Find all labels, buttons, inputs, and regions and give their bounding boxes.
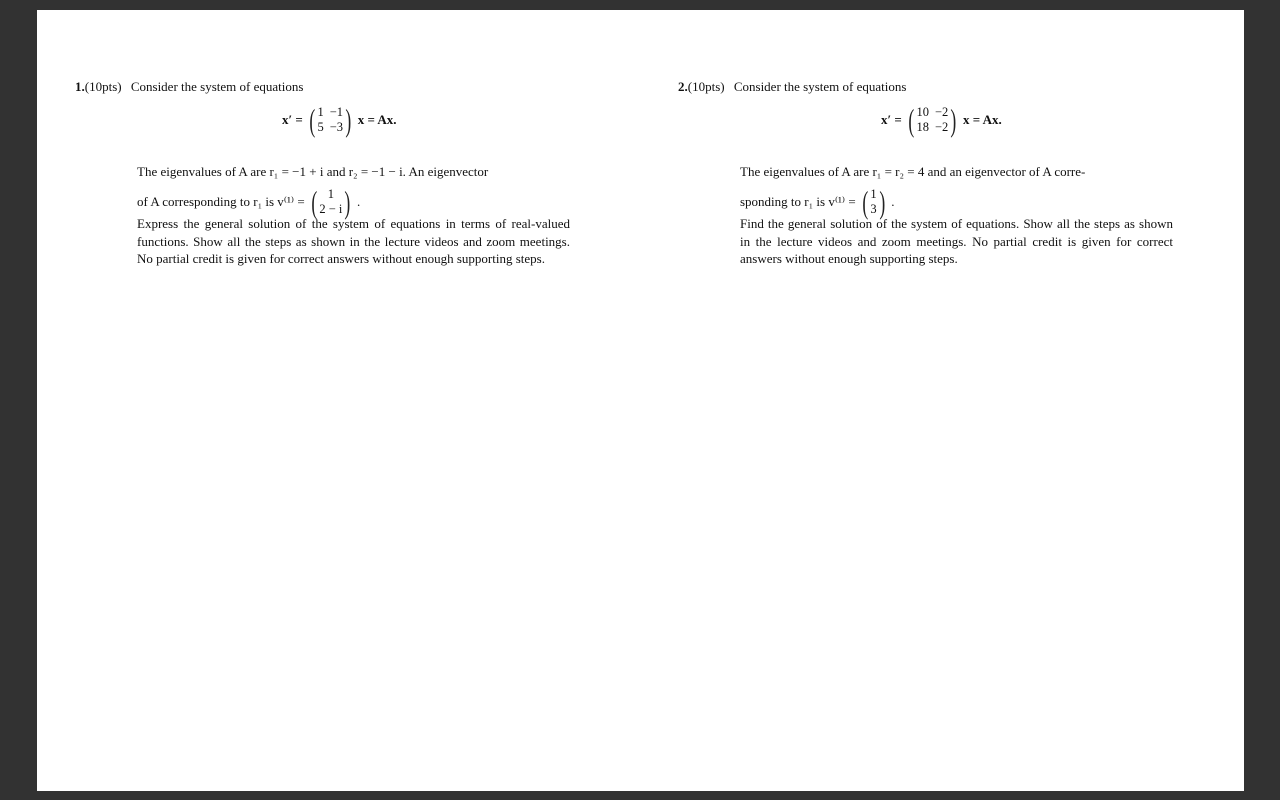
problem-intro: Consider the system of equations: [733, 79, 907, 94]
problem-number: 1.: [75, 79, 85, 94]
matrix-cell: −1: [329, 105, 344, 119]
coefficient-matrix: ( 10 −2 18 −2 ): [908, 102, 957, 138]
problem-intro: Consider the system of equations: [130, 79, 304, 94]
eigenvector-statement: of A corresponding to r₁ is v⁽¹⁾ = ( 1 2 − i ) .: [137, 184, 361, 220]
matrix-cell: −2: [934, 105, 949, 119]
eigenvalue-statement: The eigenvalues of A are r₁ = −1 + i and r₂ = −1 − i. An eigenvector: [137, 164, 489, 179]
matrix-cell: 18: [916, 120, 929, 134]
vector-entry: 2 − i: [319, 202, 343, 216]
system-equation: [282, 104, 397, 136]
instructions: Find the general solution of the system of equations. Show all the steps as shown in the lecture videos and zoom meetings. No partial credit is given for correct answers without enough supporting steps.: [740, 216, 1173, 266]
coefficient-matrix: ( 1 −1 5 −3 ): [309, 102, 352, 138]
eigenvector: ( 1 3 ): [862, 184, 885, 220]
vector-entry: 1: [327, 187, 334, 201]
eigenvalue-statement: The eigenvalues of A are r₁ = r₂ = 4 and an eigenvector of A corre-: [740, 164, 1086, 179]
eigenvector-intro: sponding to r₁ is v⁽¹⁾ =: [740, 194, 856, 210]
equation-rhs: x = Ax.: [357, 112, 397, 128]
problem-1: [75, 78, 575, 266]
problem-2: [678, 78, 1178, 266]
matrix-cell: 10: [916, 105, 929, 119]
problem-points: (10pts): [84, 79, 122, 94]
vector-entry: 3: [870, 202, 877, 216]
matrix-cell: 5: [317, 120, 324, 134]
equation-lhs: x′ =: [282, 112, 303, 128]
equation-lhs: x′ =: [881, 112, 902, 128]
problem-points: (10pts): [687, 79, 725, 94]
matrix-cell: 1: [317, 105, 324, 119]
vector-entry: 1: [870, 187, 877, 201]
instructions: Express the general solution of the system of equations in terms of real-valued functions. Show all the steps as shown in the lecture videos and zoom meetings. No partial credit is given for correct answers without enough supporting steps.: [137, 216, 570, 266]
problem-header: [678, 78, 1178, 96]
system-equation: [881, 104, 1002, 136]
eigenvector-statement: sponding to r₁ is v⁽¹⁾ = ( 1 3 ) .: [740, 184, 895, 220]
eigenvector: ( 1 2 − i ): [311, 184, 351, 220]
matrix-cell: −2: [934, 120, 949, 134]
problem-header: [75, 78, 575, 96]
document-page: [37, 10, 1244, 791]
equation-rhs: x = Ax.: [962, 112, 1002, 128]
problem-number: 2.: [678, 79, 688, 94]
eigenvector-intro: of A corresponding to r₁ is v⁽¹⁾ =: [137, 194, 305, 210]
matrix-cell: −3: [329, 120, 344, 134]
